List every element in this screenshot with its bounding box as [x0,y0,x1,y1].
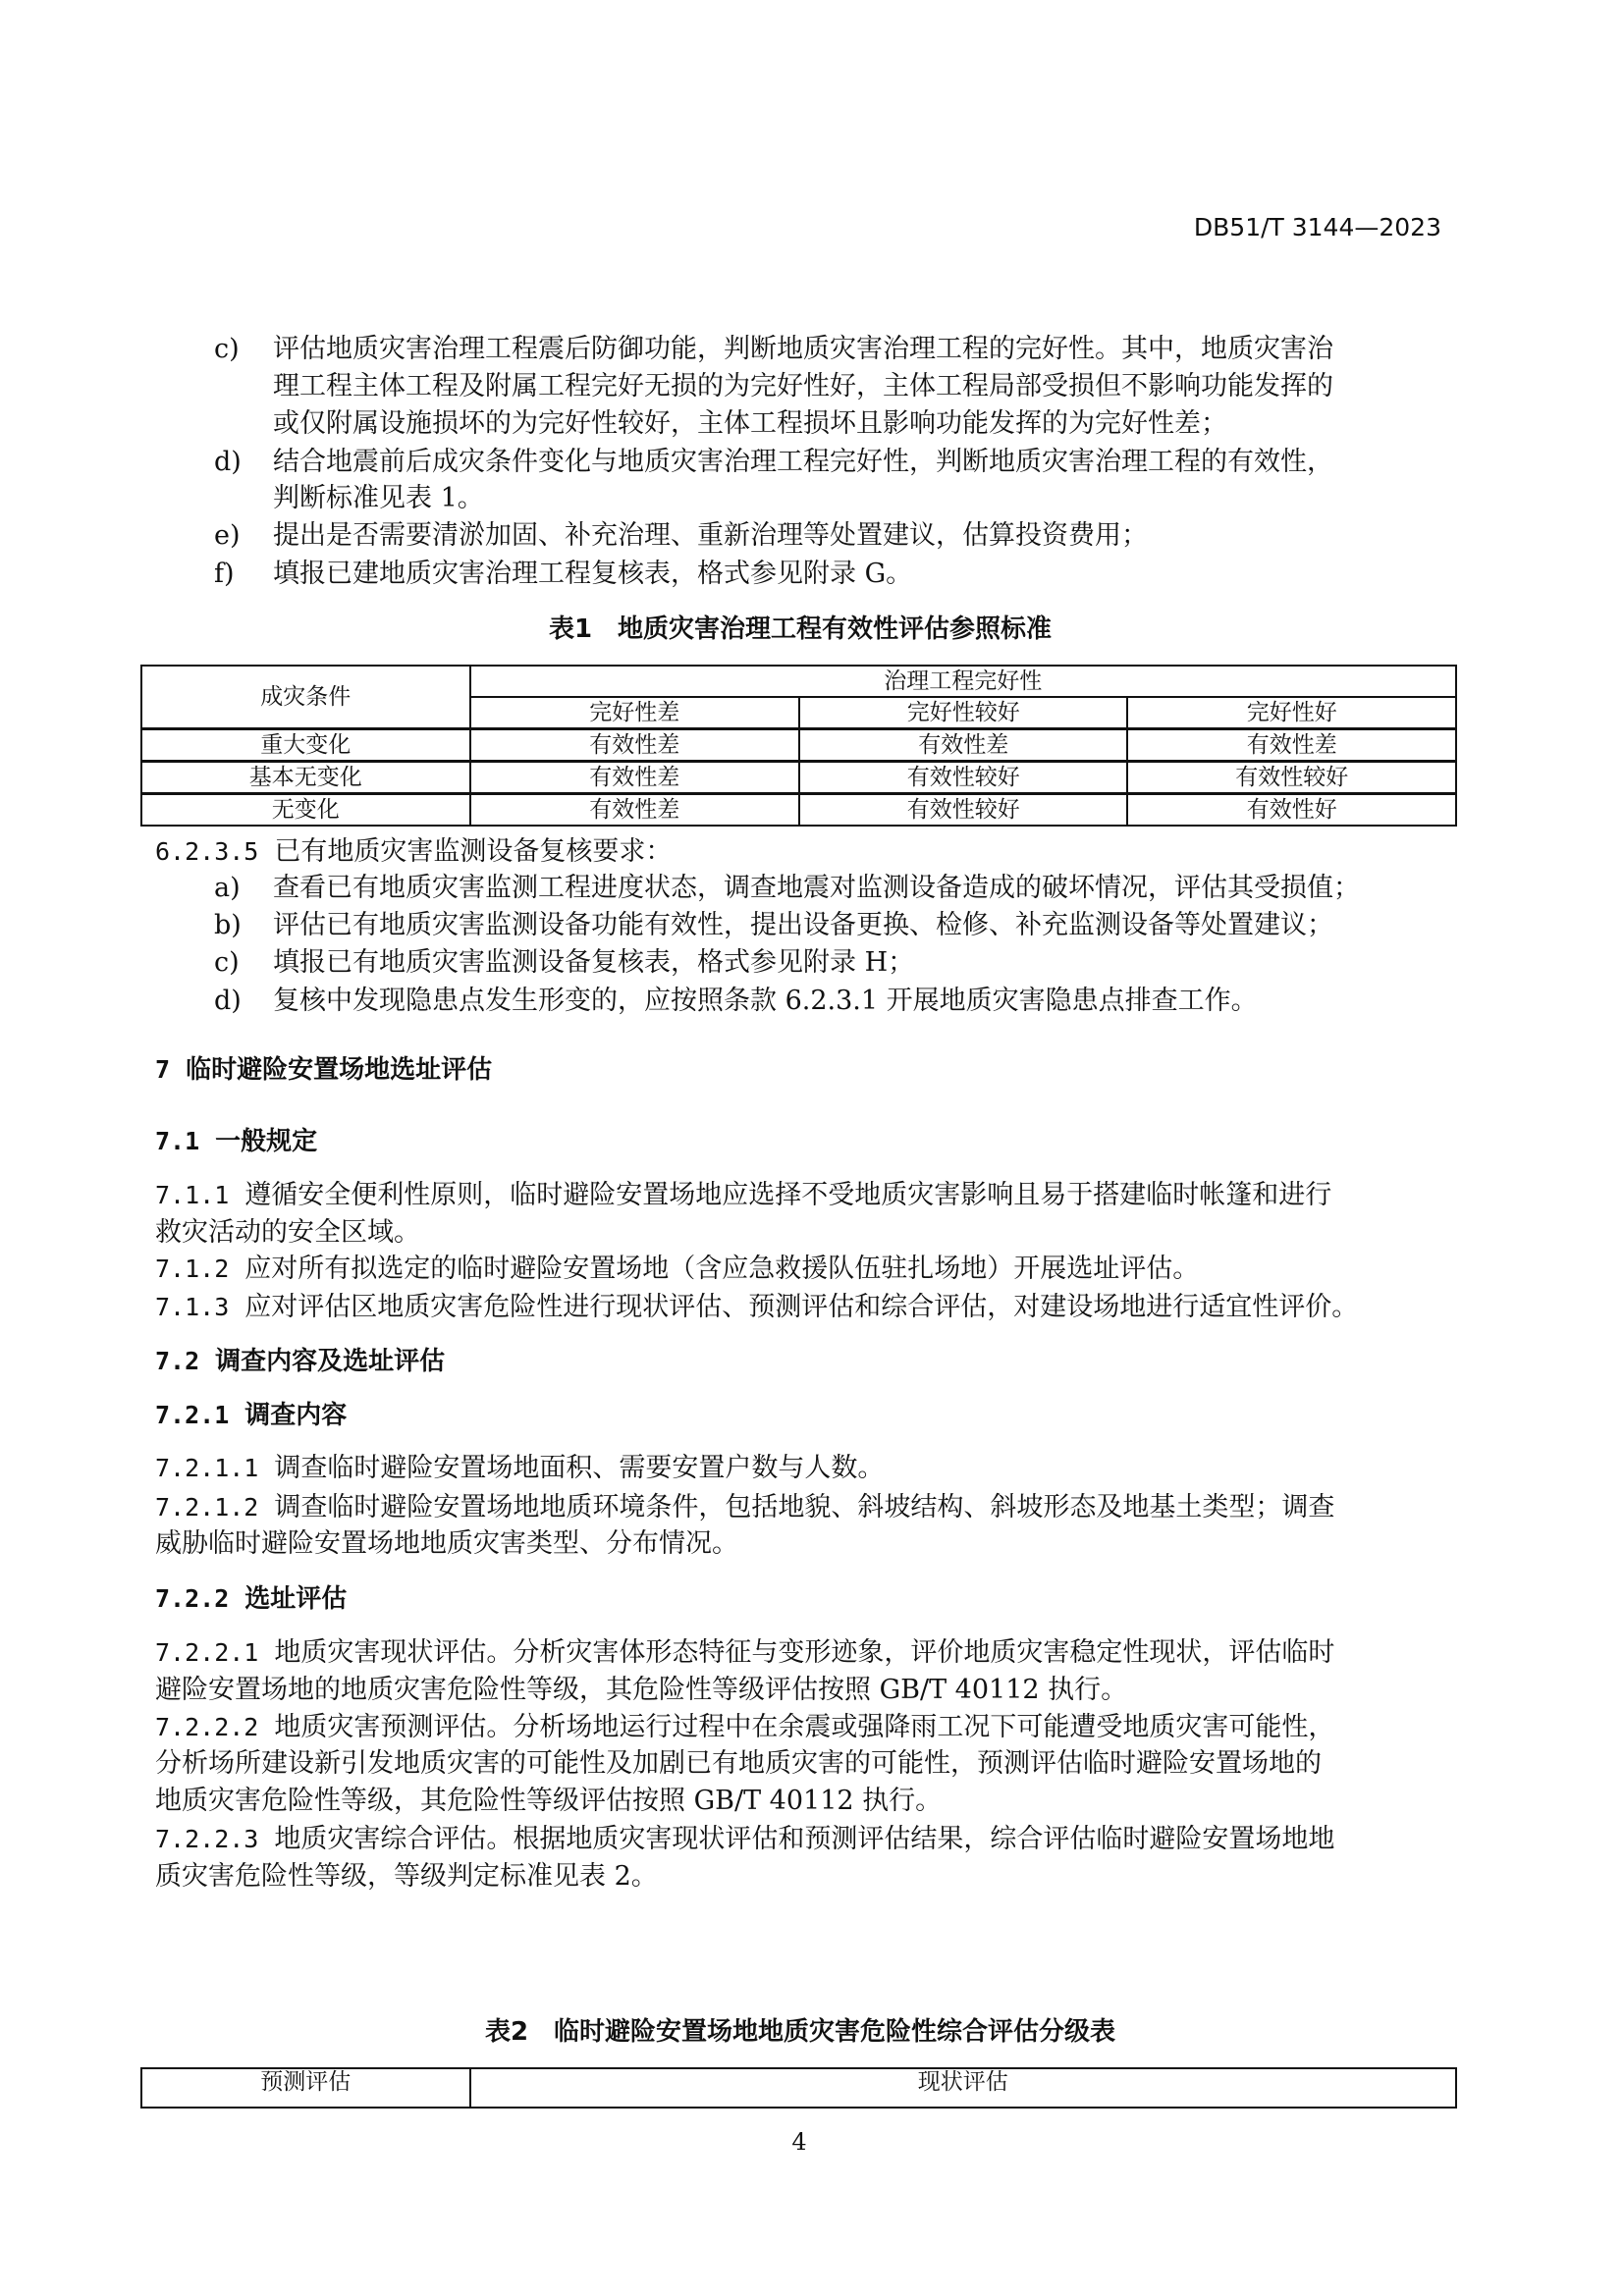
table-header: 治理工程完好性 [470,666,1457,697]
table-cell: 有效性好 [1127,794,1456,827]
list-item-text: 复核中发现隐患点发生形变的，应按照条款 6.2.3.1 开展地质灾害隐患点排查工作。 [273,986,1258,1016]
table-cell: 有效性较好 [1127,762,1456,794]
list-label: a) [214,873,241,903]
list-label: e) [214,520,241,551]
table-cell: 有效性较好 [799,762,1128,794]
clause-7-1-1: 7.1.1 遵循安全便利性原则，临时避险安置场地应选择不受地质灾害影响且易于搭建临时帐篷和进行 [155,1180,1332,1210]
table-header: 成灾条件 [141,666,470,729]
list-item-text: 填报已有地质灾害监测设备复核表，格式参见附录 H； [273,947,915,978]
table-row [141,729,1456,762]
table-cell: 有效性差 [470,794,799,827]
list-label: c) [214,334,240,364]
section-7-heading: 7 临时避险安置场地选址评估 [155,1055,493,1085]
table-cell: 基本无变化 [141,762,470,794]
section-7-2-1-heading: 7.2.1 调查内容 [155,1401,348,1430]
clause-7-2-2-2: 7.2.2.2 地质灾害预测评估。分析场地运行过程中在余震或强降雨工况下可能遭受地质灾害可能性， [155,1712,1335,1742]
clause-7-2-2-2-cont: 地质灾害危险性等级，其危险性等级评估按照 GB/T 40112 执行。 [155,1786,943,1816]
table-cell: 有效性差 [1127,729,1456,762]
table-header: 预测评估 [141,2068,470,2108]
clause-7-1-1-cont: 救灾活动的安全区域。 [155,1217,420,1248]
clause-6-2-3-5 [155,834,672,870]
doc-code: DB51/T 3144—2023 [1193,213,1441,241]
clause-7-2-1-2: 7.2.1.2 调查临时避险安置场地地质环境条件，包括地貌、斜坡结构、斜坡形态及地基土类型；调查 [155,1492,1335,1522]
clause-7-2-2-1: 7.2.2.1 地质灾害现状评估。分析灾害体形态特征与变形迹象，评价地质灾害稳定性现状，评估临时 [155,1637,1335,1668]
clause-7-2-2-1-cont: 避险安置场地的地质灾害危险性等级，其危险性等级评估按照 GB/T 40112 执行。 [155,1675,1128,1705]
table-row [141,762,1456,794]
list-label: c) [214,947,240,978]
table-cell: 有效性差 [470,762,799,794]
table-header: 现状评估 [470,2068,1456,2108]
list-item-text: 结合地震前后成灾条件变化与地质灾害治理工程完好性，判断地质灾害治理工程的有效性， [273,447,1333,477]
table2 [140,2067,1457,2109]
table2-title: 表2 临时避险安置场地地质灾害危险性综合评估分级表 [484,2017,1116,2047]
list-item-text: 判断标准见表 1。 [273,483,484,513]
clause-7-1-3: 7.1.3 应对评估区地质灾害危险性进行现状评估、预测评估和综合评估，对建设场地进行适宜性评价。 [155,1292,1359,1322]
list-item-text: 填报已建地质灾害治理工程复核表，格式参见附录 G。 [273,559,913,589]
section-7-2-2-heading: 7.2.2 选址评估 [155,1584,348,1614]
table-row [141,794,1456,827]
list-item-text: 查看已有地质灾害监测工程进度状态，调查地震对监测设备造成的破坏情况，评估其受损值； [273,873,1360,903]
clause-7-2-1-1: 7.2.1.1 调查临时避险安置场地面积、需要安置户数与人数。 [155,1453,885,1483]
list-item-text: 评估地质灾害治理工程震后防御功能，判断地质灾害治理工程的完好性。其中，地质灾害治 [273,334,1333,364]
list-label: b) [214,910,242,940]
clause-7-2-2-3: 7.2.2.3 地质灾害综合评估。根据地质灾害现状评估和预测评估结果，综合评估临时避险安置场地地 [155,1824,1335,1854]
clause-7-2-2-3-cont: 质灾害危险性等级，等级判定标准见表 2。 [155,1861,658,1892]
table-header: 完好性差 [470,697,799,729]
table-cell: 无变化 [141,794,470,827]
table-cell: 有效性较好 [799,794,1128,827]
clause-text: 已有地质灾害监测设备复核要求： [274,836,673,867]
table-cell: 重大变化 [141,729,470,762]
list-item-text: 或仅附属设施损坏的为完好性较好，主体工程损坏且影响功能发挥的为完好性差； [273,408,1227,439]
table1-title: 表1 地质灾害治理工程有效性评估参照标准 [548,614,1053,644]
page-number: 4 [791,2128,807,2156]
table-cell: 有效性差 [799,729,1128,762]
clause-7-1-2: 7.1.2 应对所有拟选定的临时避险安置场地（含应急救援队伍驻扎场地）开展选址评估。 [155,1254,1200,1284]
table1 [140,665,1457,827]
section-7-2-heading: 7.2 调查内容及选址评估 [155,1347,446,1376]
list-label: f) [214,559,235,589]
list-label: d) [214,986,242,1016]
section-7-1-heading: 7.1 一般规定 [155,1127,318,1156]
clause-7-2-2-2-cont: 分析场所建设新引发地质灾害的可能性及加剧已有地质灾害的可能性，预测评估临时避险安置场地的 [155,1748,1322,1779]
clause-number: 6.2.3.5 [155,837,259,866]
table-header: 完好性好 [1127,697,1456,729]
list-label: d) [214,447,242,477]
clause-7-2-1-2-cont: 威胁临时避险安置场地地质灾害类型、分布情况。 [155,1528,738,1559]
table-header: 完好性较好 [799,697,1128,729]
list-item-text: 提出是否需要清淤加固、补充治理、重新治理等处置建议，估算投资费用； [273,520,1148,551]
list-item-text: 理工程主体工程及附属工程完好无损的为完好性好，主体工程局部受损但不影响功能发挥的 [273,371,1333,401]
list-item-text: 评估已有地质灾害监测设备功能有效性，提出设备更换、检修、补充监测设备等处置建议； [273,910,1333,940]
table-cell: 有效性差 [470,729,799,762]
